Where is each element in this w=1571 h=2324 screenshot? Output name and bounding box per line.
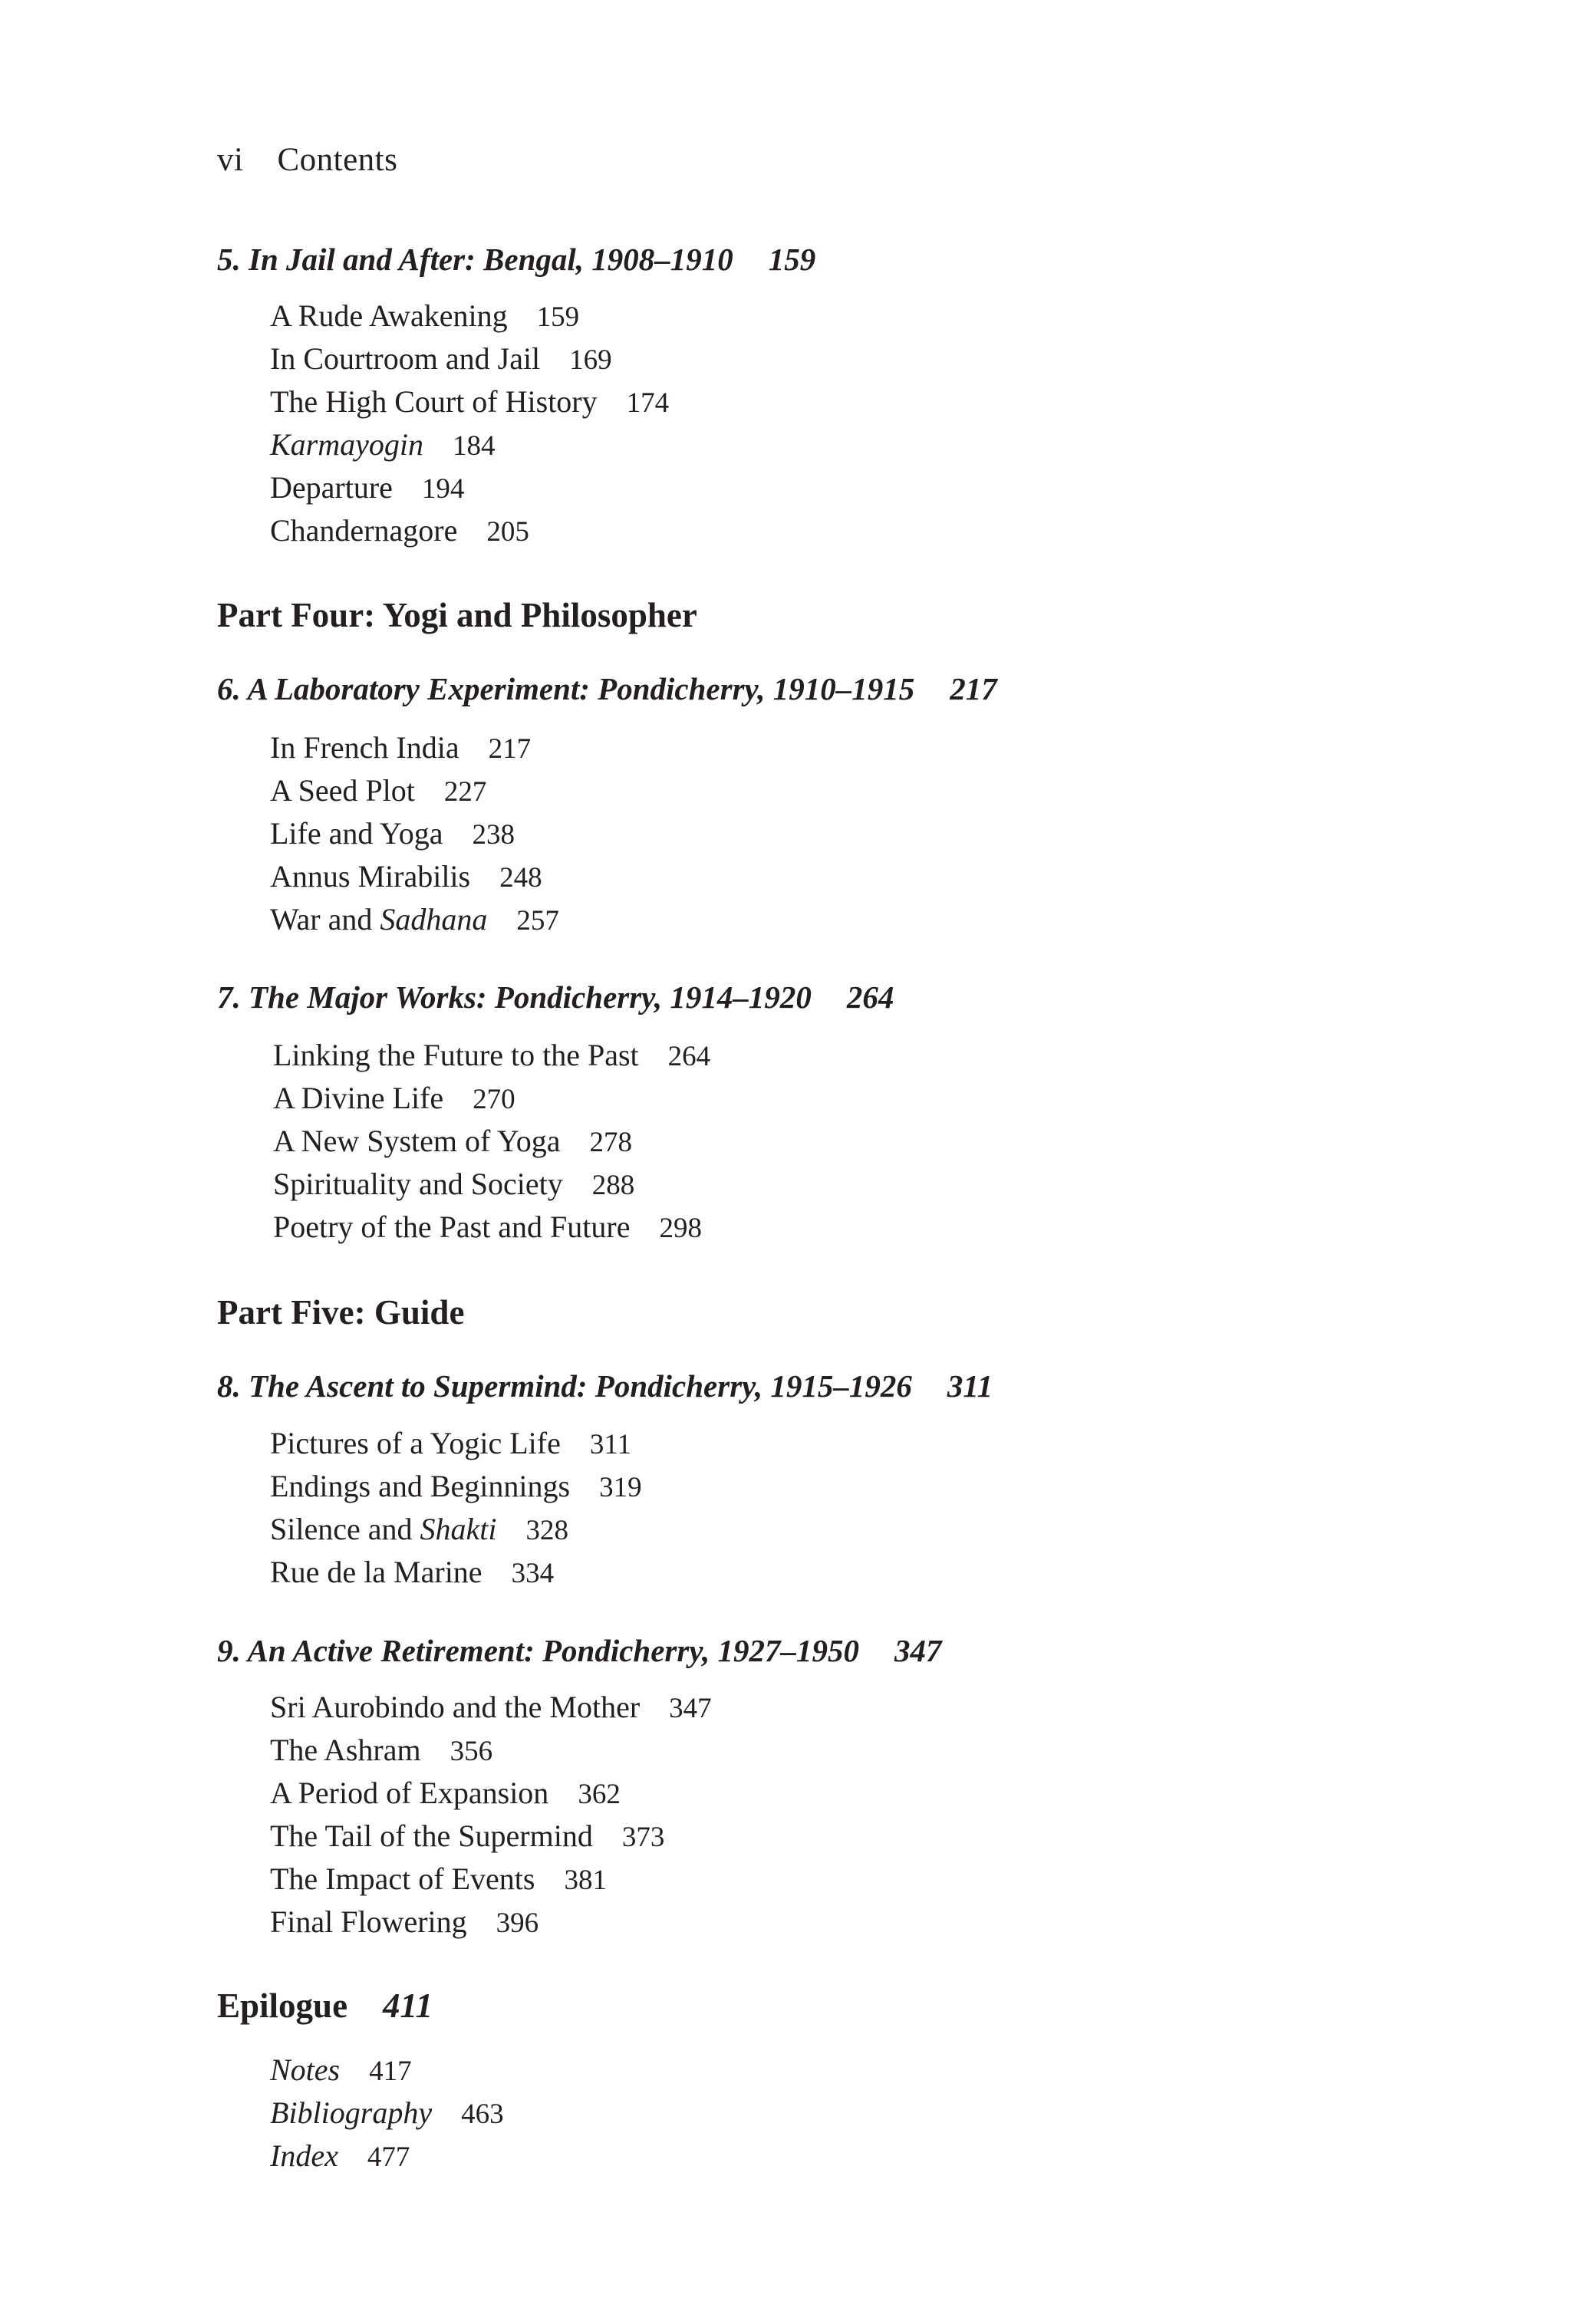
entry-page-number: 381 <box>564 1865 607 1896</box>
entry-page-number: 356 <box>450 1736 493 1767</box>
toc-entry[interactable] <box>270 2135 504 2178</box>
entry-label: Endings and Beginnings <box>270 1469 571 1503</box>
page-folio: vi <box>217 142 244 178</box>
part-four-heading[interactable] <box>217 595 697 635</box>
entry-label: Chandernagore <box>270 513 458 548</box>
entry-page-number: 257 <box>516 905 559 937</box>
chapter-page-number: 347 <box>894 1633 942 1668</box>
toc-entry[interactable] <box>270 1551 642 1594</box>
chapter-8-sections <box>270 1422 642 1594</box>
toc-entry[interactable] <box>270 1422 642 1465</box>
entry-label: Notes <box>270 2052 341 2087</box>
chapter-page-number: 217 <box>950 671 997 706</box>
chapter-7-heading[interactable] <box>217 979 894 1016</box>
part-title: Part Five: Guide <box>217 1293 465 1332</box>
entry-page-number: 288 <box>591 1170 635 1201</box>
chapter-title: 7. The Major Works: Pondicherry, 1914–1920 <box>217 979 812 1015</box>
entry-label: Spirituality and Society <box>273 1167 563 1201</box>
entry-label: A Period of Expansion <box>270 1776 549 1810</box>
chapter-title: 8. The Ascent to Supermind: Pondicherry, 1915–1926 <box>217 1368 912 1404</box>
entry-label: A Divine Life <box>273 1081 444 1115</box>
toc-entry[interactable] <box>273 1077 710 1120</box>
toc-entry[interactable] <box>270 2092 504 2135</box>
entry-page-number: 184 <box>453 430 496 462</box>
toc-entry[interactable] <box>270 726 559 769</box>
epilogue-heading[interactable] <box>217 1986 433 2026</box>
chapter-title: 9. An Active Retirement: Pondicherry, 1927–1950 <box>217 1633 860 1668</box>
toc-entry[interactable] <box>270 423 669 466</box>
entry-label: The Ashram <box>270 1733 421 1767</box>
toc-entry[interactable] <box>270 337 669 380</box>
entry-label: A New System of Yoga <box>273 1124 561 1158</box>
entry-label: A Rude Awakening <box>270 298 508 333</box>
entry-label: Index <box>270 2138 338 2173</box>
entry-page-number: 298 <box>659 1213 702 1244</box>
chapter-5-sections <box>270 295 669 552</box>
entry-label: The Impact of Events <box>270 1862 535 1896</box>
toc-entry[interactable] <box>270 1858 712 1901</box>
toc-entry[interactable] <box>270 466 669 509</box>
entry-page-number: 278 <box>589 1127 632 1158</box>
toc-entry[interactable] <box>270 380 669 423</box>
entry-label: In Courtroom and Jail <box>270 341 541 376</box>
entry-page-number: 463 <box>461 2099 504 2130</box>
entry-label-italic: Sadhana <box>380 902 488 937</box>
entry-page-number: 311 <box>589 1429 631 1460</box>
back-matter-list <box>270 2049 504 2178</box>
chapter-title: 5. In Jail and After: Bengal, 1908–1910 <box>217 242 733 277</box>
part-five-heading[interactable] <box>217 1292 464 1332</box>
entry-page-number: 248 <box>499 862 542 894</box>
running-head <box>217 141 397 179</box>
entry-page-number: 373 <box>621 1822 665 1853</box>
toc-entry[interactable] <box>270 812 559 855</box>
chapter-8-heading[interactable] <box>217 1368 993 1404</box>
chapter-7-sections <box>273 1034 710 1249</box>
entry-label: Karmayogin <box>270 427 423 462</box>
entry-page-number: 328 <box>525 1515 568 1546</box>
entry-label: In French India <box>270 730 459 765</box>
toc-entry[interactable] <box>270 769 559 812</box>
entry-page-number: 396 <box>496 1908 539 1939</box>
toc-entry[interactable] <box>273 1206 710 1249</box>
entry-label: Linking the Future to the Past <box>273 1038 639 1072</box>
part-title: Part Four: Yogi and Philosopher <box>217 596 697 634</box>
toc-entry[interactable] <box>270 1686 712 1729</box>
entry-label: Bibliography <box>270 2095 433 2130</box>
entry-page-number: 159 <box>536 301 580 333</box>
chapter-6-heading[interactable] <box>217 670 997 707</box>
toc-entry[interactable] <box>270 1901 712 1944</box>
chapter-page-number: 264 <box>846 979 894 1015</box>
chapter-page-number: 159 <box>768 242 816 277</box>
chapter-9-heading[interactable] <box>217 1632 942 1669</box>
toc-entry[interactable] <box>273 1163 710 1206</box>
entry-label: Sri Aurobindo and the Mother <box>270 1690 641 1724</box>
entry-page-number: 319 <box>599 1472 642 1503</box>
entry-label-prefix: Silence and <box>270 1512 420 1546</box>
running-head-title: Contents <box>277 142 398 178</box>
chapter-page-number: 311 <box>947 1368 993 1404</box>
toc-entry[interactable] <box>273 1120 710 1163</box>
entry-page-number: 205 <box>486 516 529 548</box>
entry-label-prefix: War and <box>270 902 380 937</box>
chapter-5-heading[interactable] <box>217 241 815 278</box>
entry-page-number: 169 <box>569 344 612 376</box>
chapter-6-sections <box>270 726 559 941</box>
toc-entry[interactable] <box>270 1772 712 1815</box>
entry-page-number: 194 <box>421 473 465 505</box>
entry-label: Rue de la Marine <box>270 1555 482 1589</box>
entry-label: Annus Mirabilis <box>270 859 471 894</box>
chapter-9-sections <box>270 1686 712 1944</box>
entry-label: Life and Yoga <box>270 816 443 851</box>
entry-label: The High Court of History <box>270 384 598 419</box>
toc-entry[interactable] <box>270 2049 504 2092</box>
entry-page-number: 417 <box>369 2056 412 2087</box>
toc-entry[interactable] <box>270 855 559 898</box>
entry-label: Poetry of the Past and Future <box>273 1210 631 1244</box>
entry-page-number: 347 <box>669 1693 712 1724</box>
entry-label: The Tail of the Supermind <box>270 1819 593 1853</box>
toc-entry[interactable] <box>270 1729 712 1772</box>
toc-entry[interactable] <box>270 1815 712 1858</box>
entry-page-number: 174 <box>626 387 670 419</box>
entry-label-italic: Shakti <box>420 1512 497 1546</box>
entry-page-number: 477 <box>367 2141 410 2173</box>
entry-label: Final Flowering <box>270 1904 467 1939</box>
toc-entry[interactable] <box>270 1465 642 1508</box>
entry-page-number: 217 <box>488 733 532 765</box>
chapter-title: 6. A Laboratory Experiment: Pondicherry, 1910–1915 <box>217 671 915 706</box>
entry-page-number: 270 <box>473 1084 515 1115</box>
entry-label: Pictures of a Yogic Life <box>270 1426 561 1460</box>
entry-page-number: 362 <box>578 1779 621 1810</box>
entry-page-number: 238 <box>472 819 515 851</box>
epilogue-page-number: 411 <box>383 1987 433 2025</box>
entry-page-number: 264 <box>667 1041 711 1072</box>
entry-label: A Seed Plot <box>270 773 415 808</box>
epilogue-title: Epilogue <box>217 1987 348 2025</box>
toc-entry[interactable] <box>270 898 559 941</box>
toc-entry[interactable] <box>270 509 669 552</box>
entry-page-number: 334 <box>511 1558 555 1589</box>
entry-label: Departure <box>270 470 393 505</box>
toc-entry[interactable] <box>270 295 669 337</box>
toc-entry[interactable] <box>270 1508 642 1551</box>
toc-entry[interactable] <box>273 1034 710 1077</box>
entry-page-number: 227 <box>443 776 487 808</box>
